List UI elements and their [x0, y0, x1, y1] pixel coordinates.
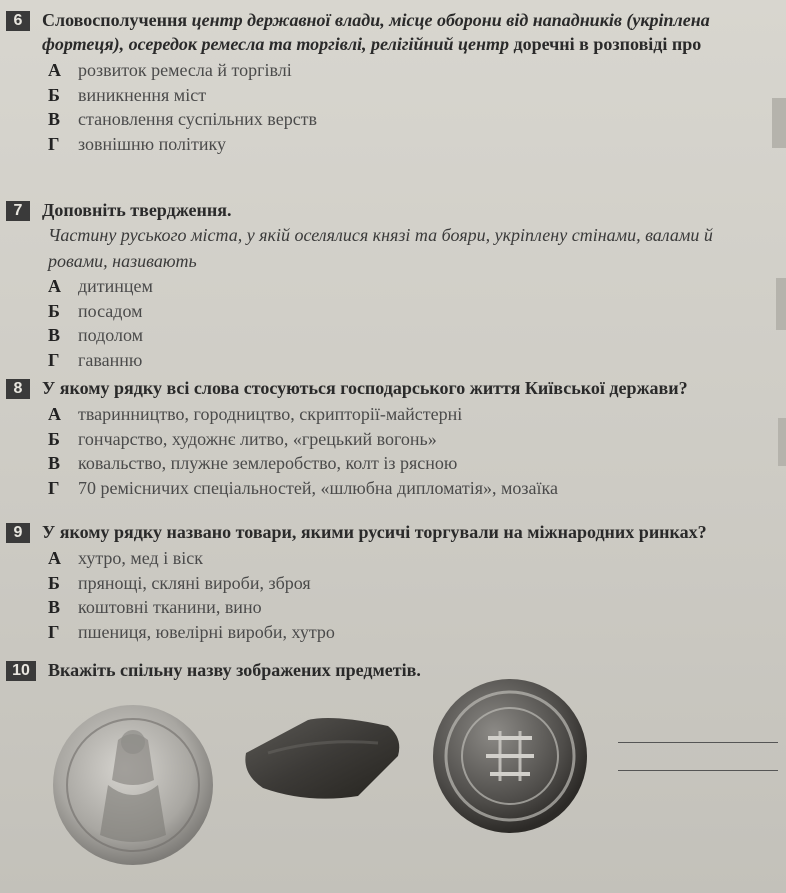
question-9: [6, 520, 780, 644]
silver-ingot-image: [238, 708, 408, 808]
question-6: [6, 8, 780, 156]
answer-option-v[interactable]: В ковальство, плужне землеробство, колт із рясною: [48, 453, 458, 473]
question-number-badge: 7: [6, 201, 30, 221]
answer-option-g[interactable]: Г зовнішню політику: [48, 133, 226, 154]
answer-options: [48, 546, 780, 644]
page-edge: [772, 98, 786, 148]
answer-option-g[interactable]: Г гаванню: [48, 349, 143, 370]
answer-option-v[interactable]: В подолом: [48, 325, 144, 345]
dirham-coin-image: [430, 676, 590, 836]
question-number-badge: 8: [6, 379, 30, 399]
answer-option-a[interactable]: А тваринництво, городництво, скрипторії-майстерні: [48, 404, 463, 424]
question-8: [6, 376, 780, 500]
question-stem: У якому рядку названо товари, якими русичі торгували на міжнародних ринках?: [42, 522, 707, 542]
question-number-badge: 10: [6, 661, 36, 681]
question-10: [6, 658, 780, 682]
question-stem: У якому рядку всі слова стосуються господарського життя Київської держави?: [42, 378, 688, 398]
question-statement: Частину руського міста, у якій оселялися князі та бояри, укріплену стінами, валами й ровами, називають: [48, 225, 713, 271]
answer-option-b[interactable]: Б гончарство, художнє литво, «грецький вогонь»: [48, 428, 437, 449]
question-stem: Доповніть твердження.: [42, 200, 232, 220]
question-number-badge: 9: [6, 523, 30, 543]
answer-option-b[interactable]: Б виникнення міст: [48, 84, 207, 105]
question-stem: Вкажіть спільну назву зображених предметів.: [48, 660, 421, 680]
answer-line[interactable]: [618, 742, 778, 743]
answer-option-a[interactable]: А хутро, мед і віск: [48, 548, 203, 568]
answer-option-b[interactable]: Б посадом: [48, 300, 143, 321]
answer-option-v[interactable]: В коштовні тканини, вино: [48, 597, 262, 617]
answer-options: [48, 58, 780, 156]
answer-option-v[interactable]: В становлення суспільних верств: [48, 109, 318, 129]
page-edge: [778, 418, 786, 466]
page-edge: [776, 278, 786, 330]
question-7: [6, 198, 780, 372]
question-stem: Словосполучення центр державної влади, місце оборони від нападників (укріплена фортеця), осередок ремесла та торгівлі, релігійний центр доречні в розповіді про: [42, 10, 710, 54]
answer-option-a[interactable]: А дитинцем: [48, 276, 153, 296]
answer-option-g[interactable]: Г 70 ремісничих спеціальностей, «шлюбна дипломатія», мозаїка: [48, 477, 558, 498]
answer-options: [48, 274, 780, 372]
silver-coin-image: [48, 700, 218, 870]
question-number-badge: 6: [6, 11, 30, 31]
answer-options: [48, 402, 780, 500]
answer-line[interactable]: [618, 770, 778, 771]
answer-option-b[interactable]: Б прянощі, скляні вироби, зброя: [48, 572, 311, 593]
answer-option-a[interactable]: А розвиток ремесла й торгівлі: [48, 60, 292, 80]
answer-option-g[interactable]: Г пшениця, ювелірні вироби, хутро: [48, 621, 335, 642]
